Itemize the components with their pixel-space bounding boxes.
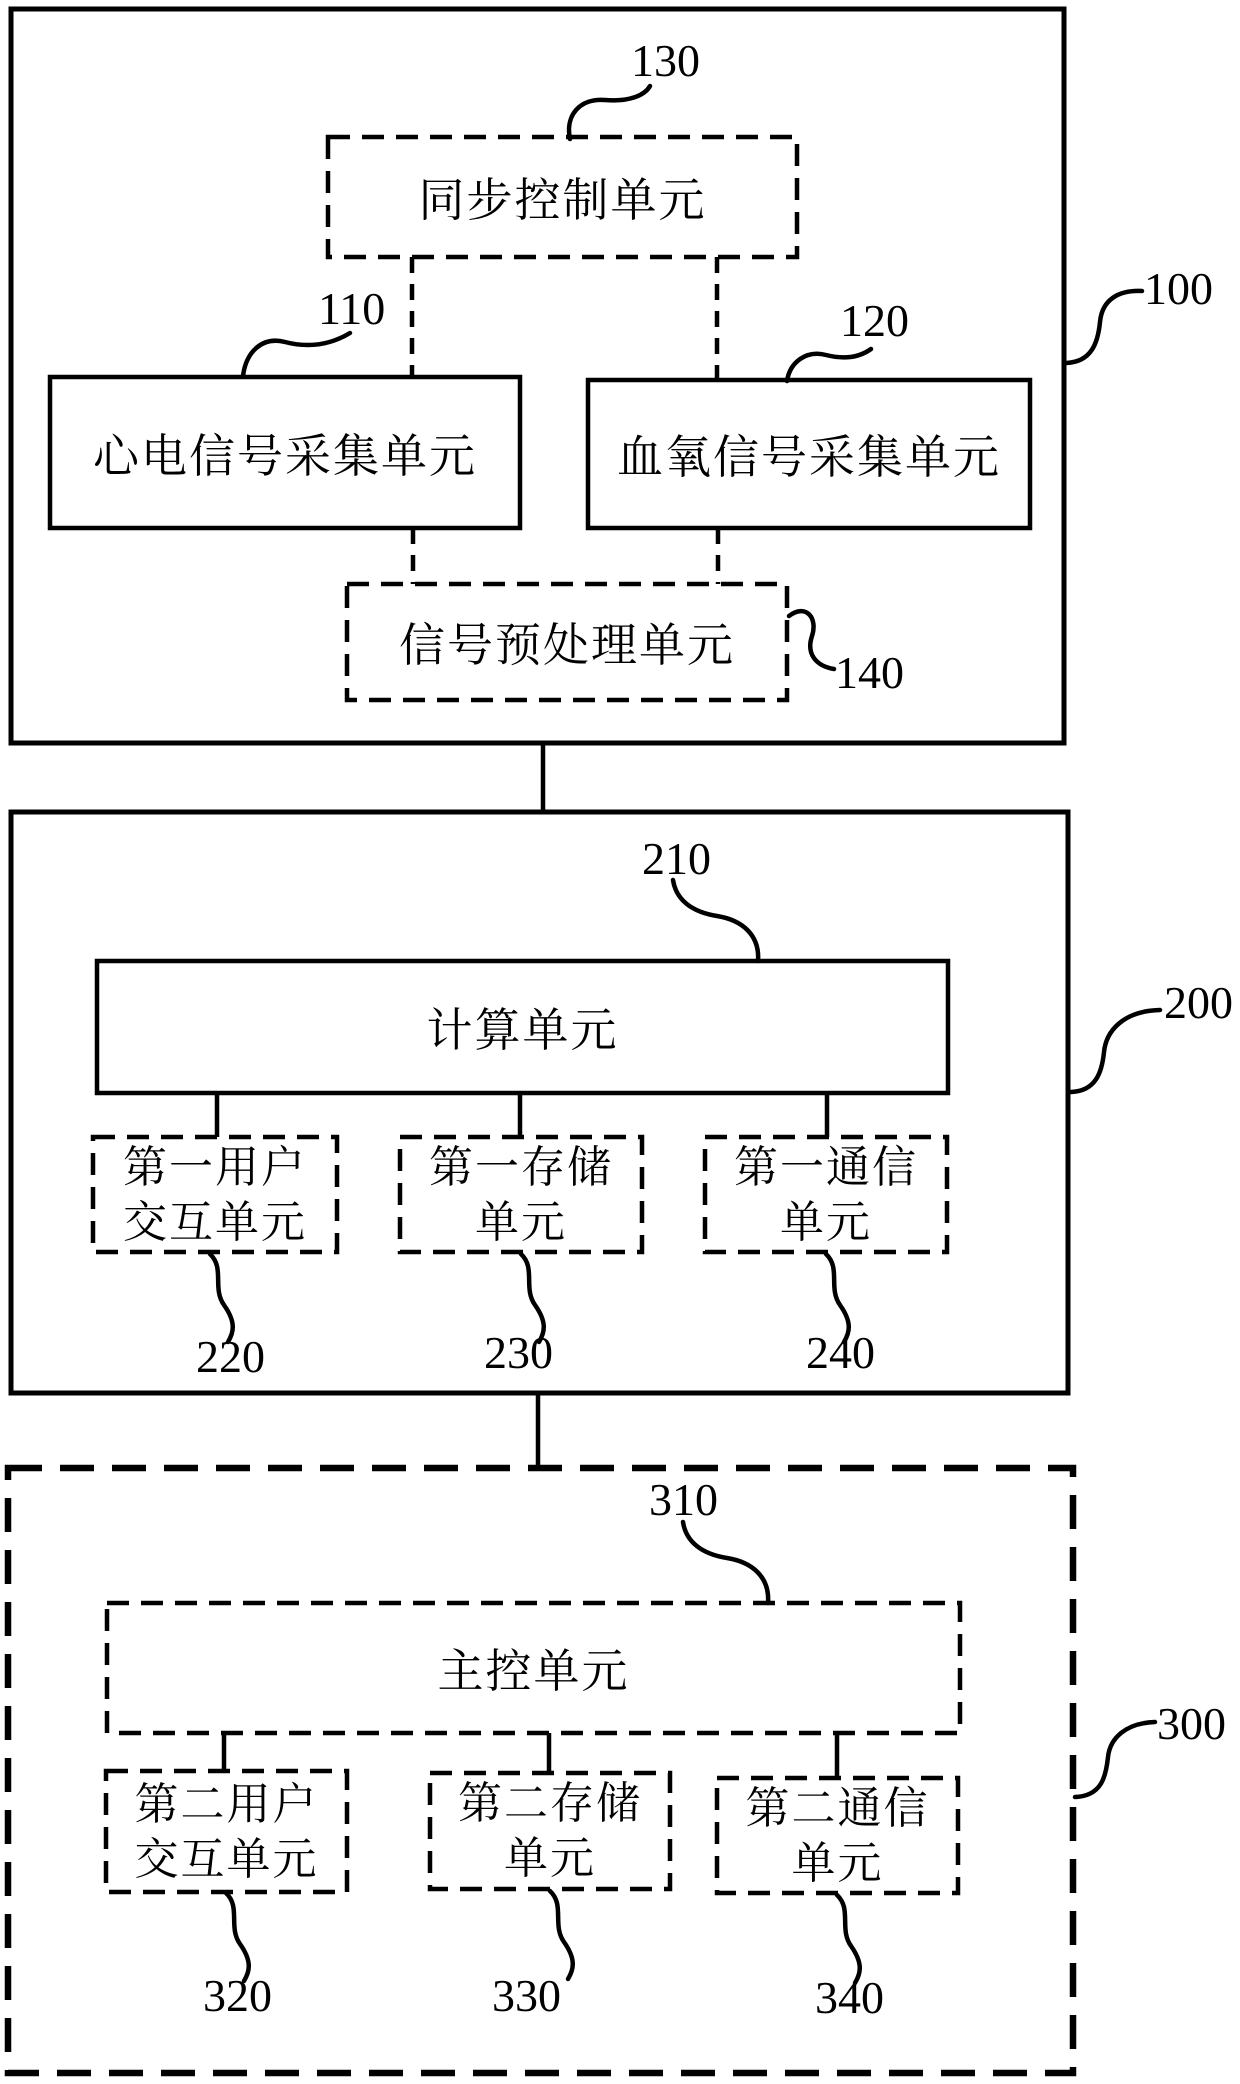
ecg-signal-unit-label: 心电信号采集单元 [93, 428, 477, 483]
ref-320-leader [226, 1893, 249, 1981]
spo2-signal-unit-label: 血氧信号采集单元 [617, 430, 1001, 484]
ref-300: 300 [1157, 1698, 1226, 1749]
ref-200: 200 [1164, 977, 1233, 1028]
second-comm-unit-line2: 单元 [791, 1837, 884, 1889]
second-storage-unit-line2: 单元 [504, 1833, 596, 1884]
ref-330: 330 [492, 1970, 561, 2021]
ref-140: 140 [835, 647, 904, 698]
ref-120-leader [787, 349, 871, 381]
ref-220: 220 [196, 1331, 265, 1382]
second-comm-unit-label [717, 1778, 958, 1893]
second-storage-unit-line1: 第二存储 [458, 1778, 642, 1829]
ref-310: 310 [649, 1474, 718, 1525]
second-ui-unit-line1: 第二用户 [134, 1778, 319, 1830]
first-comm-unit-line2: 单元 [780, 1196, 872, 1248]
first-storage-unit-line2: 单元 [475, 1196, 567, 1248]
ref-210-leader [673, 880, 758, 961]
second-ui-unit-label [106, 1771, 347, 1892]
main-control-unit-label: 主控单元 [437, 1644, 630, 1698]
ref-230: 230 [484, 1327, 553, 1378]
sync-control-unit-label: 同步控制单元 [418, 173, 707, 227]
ref-320: 320 [203, 1970, 272, 2021]
ref-210: 210 [642, 833, 711, 884]
ref-120: 120 [840, 295, 909, 346]
second-comm-unit-line1: 第二通信 [745, 1782, 930, 1834]
compute-unit-label: 计算单元 [426, 1003, 619, 1057]
ref-240: 240 [806, 1327, 875, 1378]
ref-200-leader [1071, 1010, 1160, 1092]
ref-110: 110 [318, 283, 386, 334]
second-ui-unit-line2: 交互单元 [134, 1833, 319, 1885]
ref-330-leader [550, 1891, 573, 1979]
ref-130: 130 [631, 35, 700, 86]
first-comm-unit-label [705, 1137, 947, 1252]
ref-220-leader [210, 1254, 233, 1342]
ref-340: 340 [815, 1972, 884, 2023]
ref-100-leader [1066, 291, 1142, 363]
first-ui-unit-label [93, 1137, 337, 1252]
signal-preprocess-unit-label: 信号预处理单元 [399, 618, 735, 672]
first-ui-unit-line2: 交互单元 [123, 1196, 307, 1248]
ref-310-leader [683, 1522, 768, 1603]
first-comm-unit-line1: 第一通信 [734, 1141, 918, 1193]
ref-110-leader [243, 333, 350, 376]
device2-outline-box [11, 812, 1068, 1393]
first-storage-unit-line1: 第一存储 [429, 1141, 613, 1193]
second-storage-unit-label [430, 1773, 670, 1889]
ref-300-leader [1075, 1722, 1155, 1797]
ref-100: 100 [1144, 263, 1213, 314]
first-storage-unit-label [400, 1137, 642, 1252]
ref-140-leader [789, 611, 834, 669]
ref-340-leader [837, 1895, 860, 1983]
first-ui-unit-line1: 第一用户 [123, 1141, 307, 1193]
ref-130-leader [569, 86, 650, 139]
